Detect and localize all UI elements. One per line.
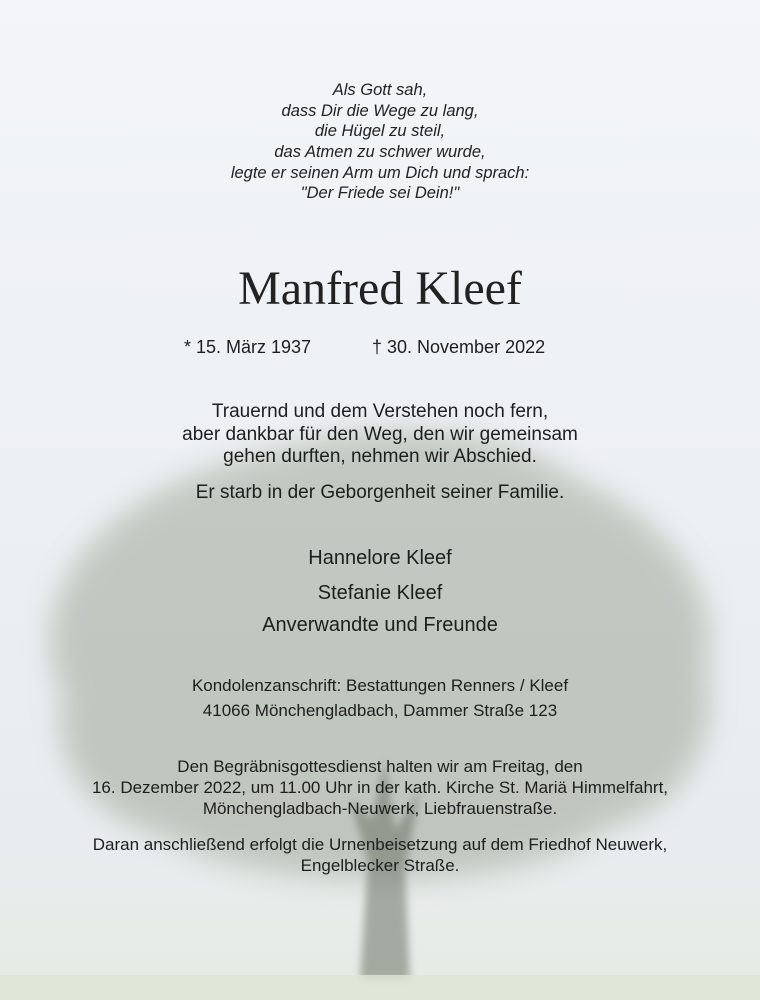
mourner: Hannelore Kleef [308,547,452,569]
message-line: aber dankbar für den Weg, den wir gemeinsam [182,424,578,445]
service-info: Mönchengladbach-Neuwerk, Liebfrauenstraße. [202,799,558,818]
birth-date: * 15. März 1937 [184,337,312,357]
mourner: Anverwandte und Freunde [262,614,498,636]
poem-line: die Hügel zu steil, [314,122,446,140]
condolence-address: Kondolenzanschrift: Bestattungen Renners / Kleef [191,676,569,695]
message-line: gehen durften, nehmen wir Abschied. [223,446,537,467]
poem-line: legte er seinen Arm um Dich und sprach: [230,164,530,182]
death-date: † 30. November 2022 [372,337,546,357]
message-line: Trauernd und dem Verstehen noch fern, [211,401,549,422]
poem-line: das Atmen zu schwer wurde, [274,143,486,161]
family-note: Er starb in der Geborgenheit seiner Familie. [195,482,565,503]
service-info: Den Begräbnisgottesdienst halten wir am Freitag, den [177,757,583,776]
deceased-name: Manfred Kleef [238,262,522,315]
poem-line: "Der Friede sei Dein!" [300,184,460,202]
burial-info: Engelblecker Straße. [300,856,460,875]
mourner: Stefanie Kleef [317,582,443,604]
burial-info: Daran anschließend erfolgt die Urnenbeisetzung auf dem Friedhof Neuwerk, [92,835,668,854]
service-info: 16. Dezember 2022, um 11.00 Uhr in der kath. Kirche St. Mariä Himmelfahrt, [91,778,669,797]
poem-line: dass Dir die Wege zu lang, [281,102,479,120]
condolence-address: 41066 Mönchengladbach, Dammer Straße 123 [202,701,558,720]
poem-line: Als Gott sah, [332,81,428,99]
